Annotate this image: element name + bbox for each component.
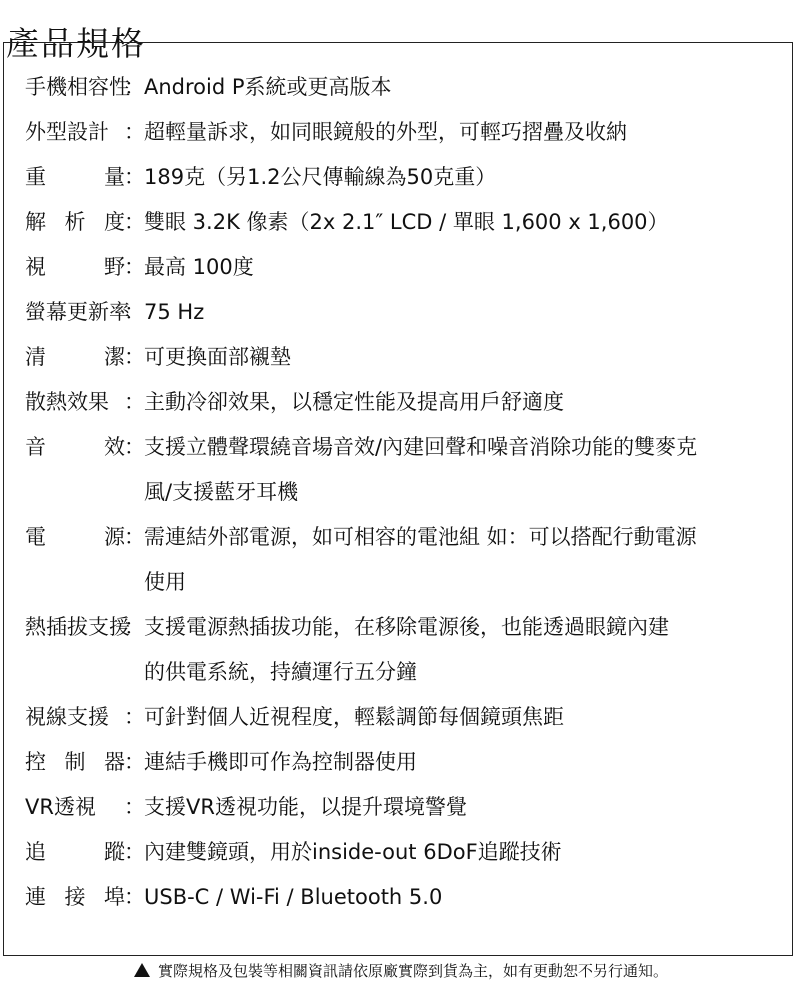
spec-value: 需連結外部電源，如可相容的電池組 如：可以搭配行動電源 (144, 525, 697, 549)
page-title: 產品規格 (6, 24, 146, 64)
spec-value: 連結手機即可作為控制器使用 (144, 750, 417, 774)
triangle-up-icon (134, 963, 150, 977)
spec-value-continuation: 使用 (144, 570, 186, 594)
spec-value: 內建雙鏡頭，用於inside-out 6DoF追蹤技術 (144, 840, 562, 864)
spec-colon: ： (124, 525, 145, 549)
spec-label-char: 析 (64, 210, 86, 234)
spec-value: 可針對個人近視程度，輕鬆調節每個鏡頭焦距 (144, 705, 564, 729)
spec-label (25, 200, 125, 245)
spec-label-char: 重 (25, 165, 46, 189)
spec-value: USB-C / Wi-Fi / Bluetooth 5.0 (144, 885, 443, 909)
spec-colon: ： (124, 165, 145, 189)
spec-label-char: 音 (25, 435, 46, 459)
spec-label (25, 335, 125, 380)
spec-label-char: 源 (104, 525, 125, 549)
spec-value: 可更換面部襯墊 (144, 345, 291, 369)
spec-label-char: 器 (104, 750, 125, 774)
spec-colon: ： (124, 840, 145, 864)
spec-box (3, 42, 793, 956)
spec-value-continuation: 的供電系統，持續運行五分鐘 (144, 660, 417, 684)
spec-label (25, 515, 125, 560)
spec-colon: ： (124, 390, 145, 414)
spec-colon: ： (124, 705, 145, 729)
spec-label: 螢幕更新率 (25, 300, 130, 324)
spec-label-char: 視 (25, 255, 46, 279)
spec-label: 外型設計 (25, 120, 109, 144)
spec-value: 支援立體聲環繞音場音效/內建回聲和噪音消除功能的雙麥克 (144, 435, 698, 459)
footnote-text: 實際規格及包裝等相關資訊請依原廠實際到貨為主，如有更動恕不另行通知。 (158, 962, 669, 980)
spec-colon: ： (124, 795, 145, 819)
spec-label (25, 425, 125, 470)
spec-colon: ： (124, 615, 145, 639)
spec-colon: ： (124, 75, 145, 99)
spec-label: 視線支援 (25, 705, 109, 729)
spec-value: 超輕量訴求，如同眼鏡般的外型，可輕巧摺疊及收納 (144, 120, 627, 144)
spec-label-char: 連 (25, 885, 46, 909)
spec-colon: ： (124, 435, 145, 459)
spec-value: 支援VR透視功能，以提升環境警覺 (144, 795, 467, 819)
spec-label (25, 830, 125, 875)
spec-colon: ： (124, 885, 145, 909)
spec-label-char: 清 (25, 345, 46, 369)
spec-label: 散熱效果 (25, 390, 109, 414)
spec-colon: ： (124, 750, 145, 774)
spec-label (25, 155, 125, 200)
spec-label (25, 245, 125, 290)
spec-label-char: 接 (64, 885, 86, 909)
spec-value: 主動冷卻效果，以穩定性能及提高用戶舒適度 (144, 390, 564, 414)
spec-label-char: 蹤 (104, 840, 125, 864)
footnote (134, 956, 668, 986)
spec-value: Android P系統或更高版本 (144, 75, 392, 99)
spec-label: 熱插拔支援 (25, 615, 130, 639)
spec-colon: ： (124, 210, 145, 234)
spec-label-char: 潔 (104, 345, 125, 369)
spec-value: 雙眼 3.2K 像素（2x 2.1″ LCD / 單眼 1,600 x 1,600） (144, 210, 669, 234)
spec-colon: ： (124, 255, 145, 279)
spec-value: 189克（另1.2公尺傳輸線為50克重） (144, 165, 497, 189)
spec-value-continuation: 風/支援藍牙耳機 (144, 480, 299, 504)
spec-label-char: 度 (104, 210, 125, 234)
spec-label-char: 野 (104, 255, 125, 279)
spec-label-char: 量 (104, 165, 125, 189)
spec-label: 手機相容性 (25, 75, 130, 99)
spec-label (25, 875, 125, 920)
spec-colon: ： (124, 120, 145, 144)
spec-value: 最高 100度 (144, 255, 254, 279)
spec-label-char: 解 (25, 210, 46, 234)
spec-label: VR透視 (25, 795, 96, 819)
spec-label-char: 追 (25, 840, 46, 864)
spec-value: 75 Hz (144, 300, 205, 324)
spec-label-char: 電 (25, 525, 46, 549)
spec-label (25, 740, 125, 785)
spec-label-char: 埠 (104, 885, 125, 909)
spec-colon: ： (124, 300, 145, 324)
spec-colon: ： (124, 345, 145, 369)
spec-label-char: 效 (104, 435, 125, 459)
spec-label-char: 制 (64, 750, 86, 774)
spec-value: 支援電源熱插拔功能，在移除電源後，也能透過眼鏡內建 (144, 615, 669, 639)
spec-label-char: 控 (25, 750, 46, 774)
